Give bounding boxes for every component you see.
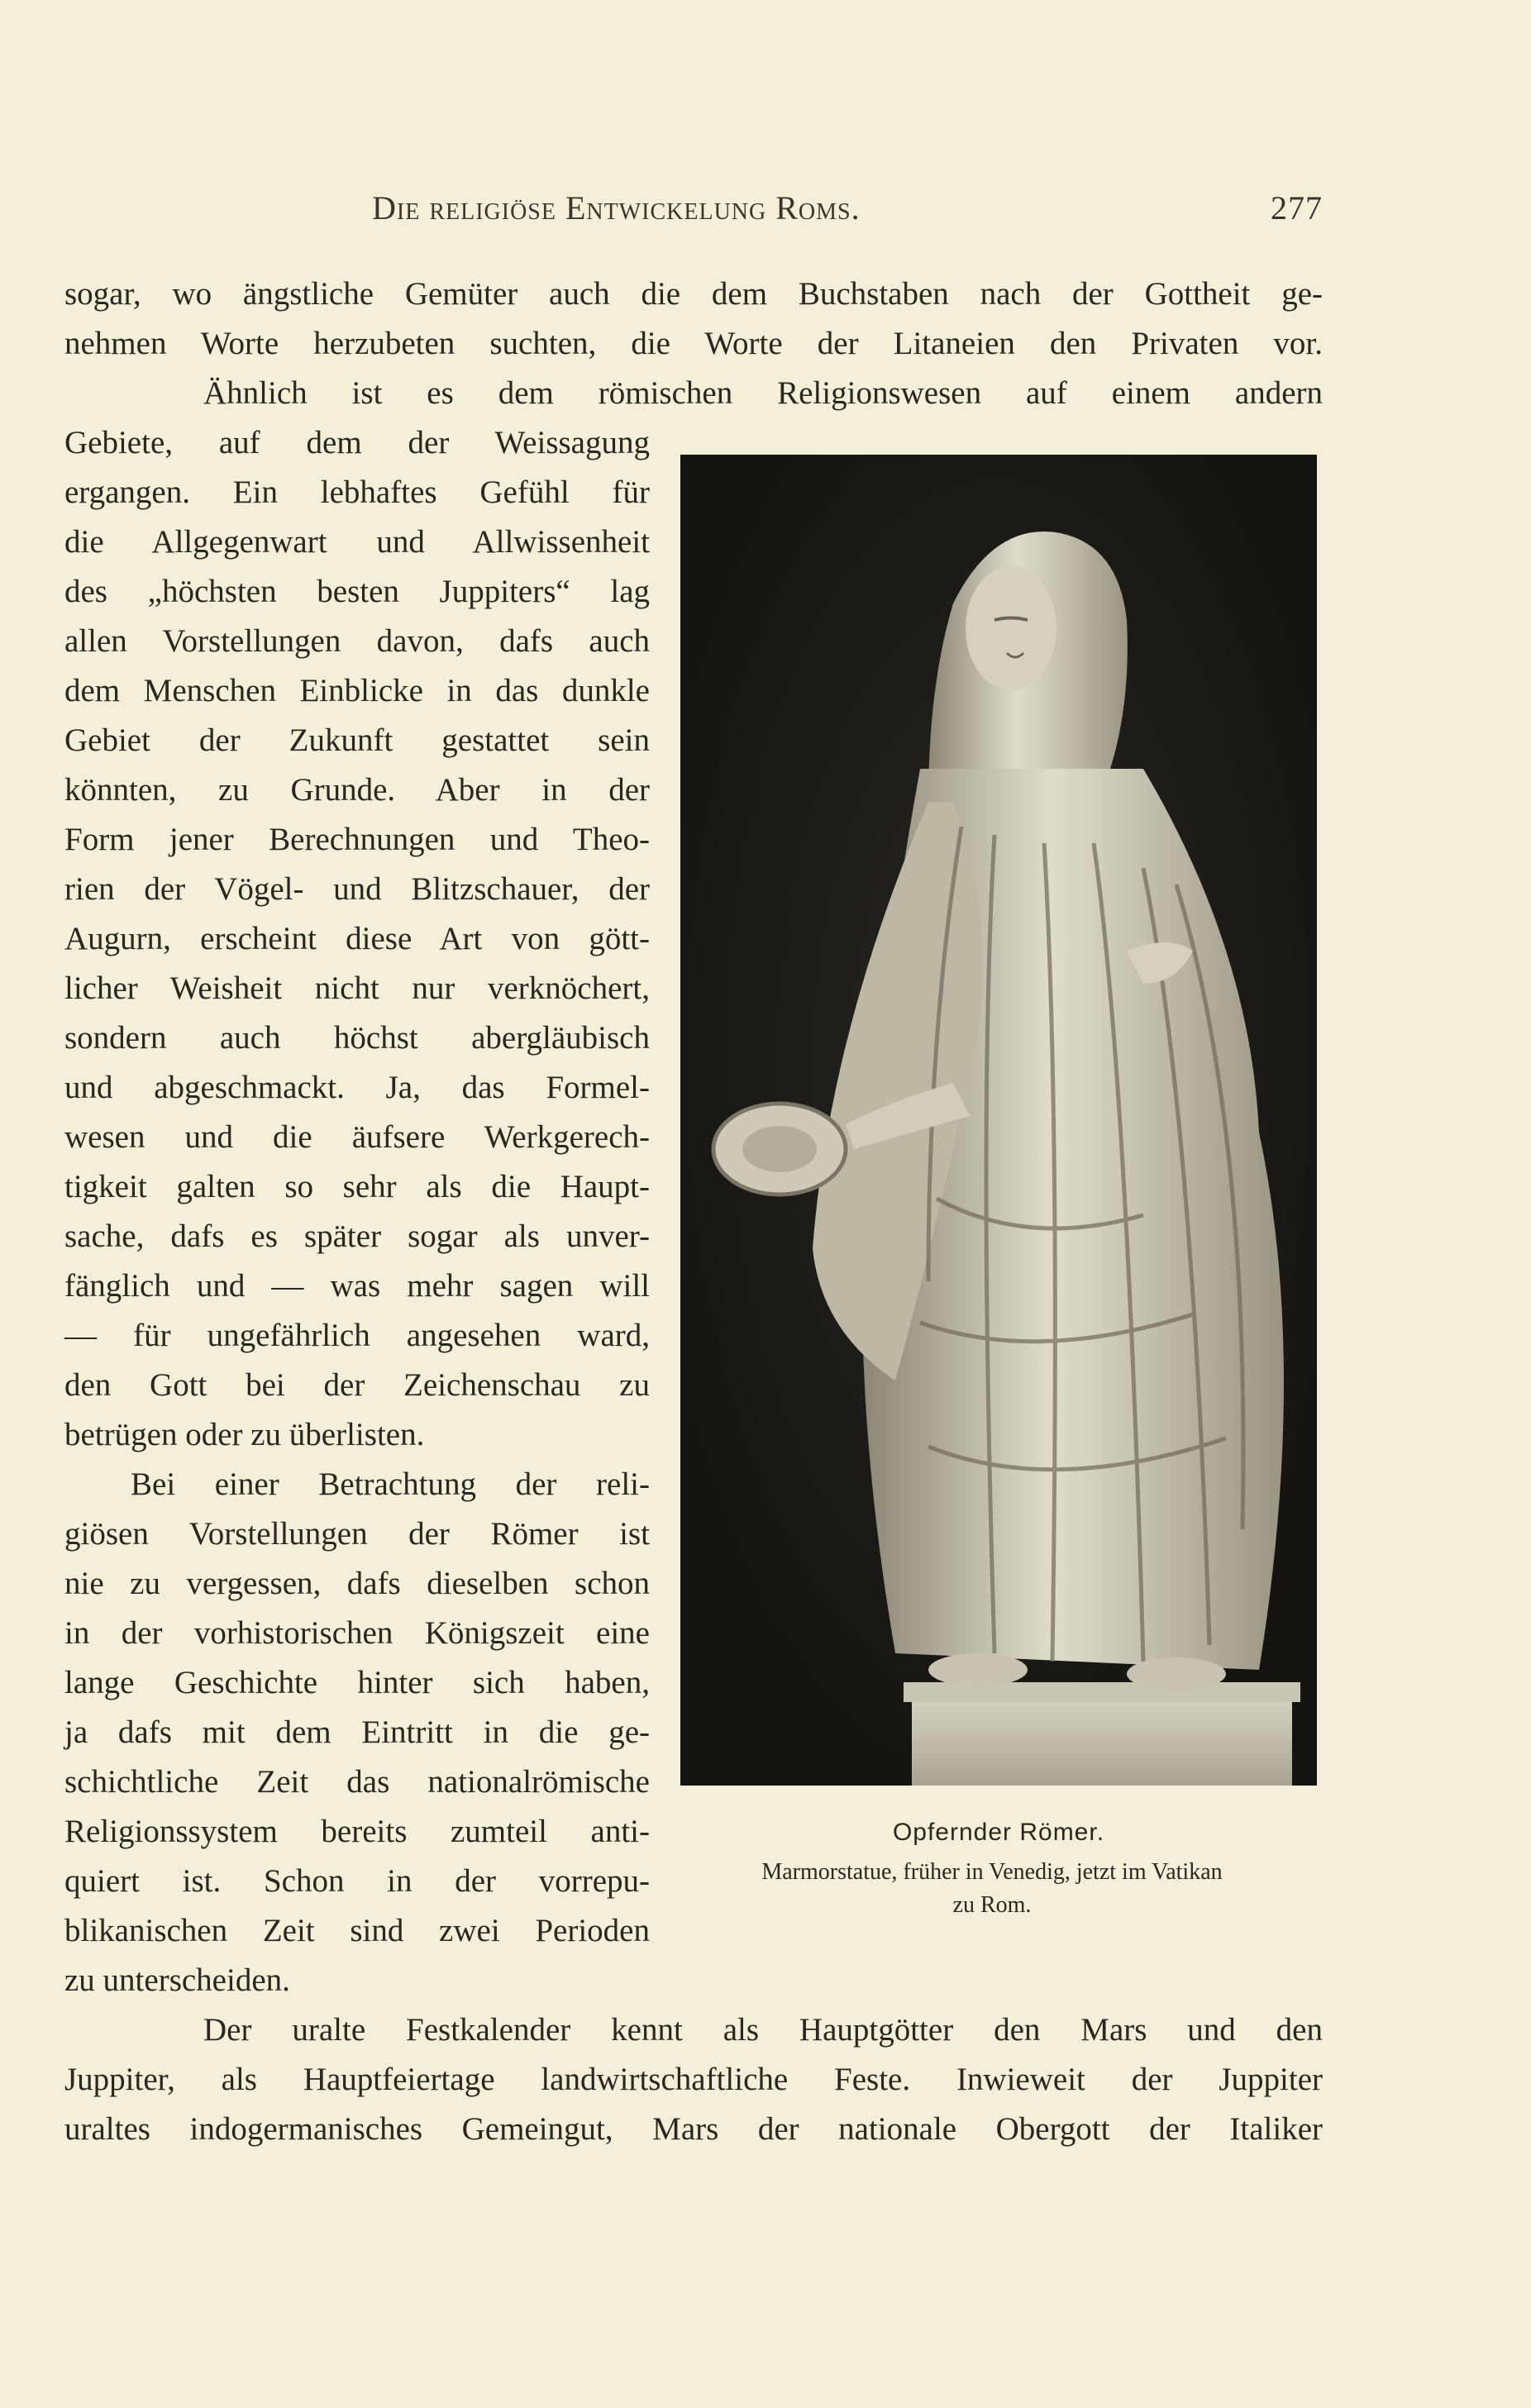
- text-line: dem Menschen Einblicke in das dunkle: [64, 673, 650, 708]
- figure-caption-line: Marmorstatue, früher in Venedig, jetzt im Vatikan: [761, 1859, 1223, 1885]
- text-line: Augurn, erscheint diese Art von gött-: [64, 921, 650, 956]
- figure-caption-title: Opfernder Römer.: [892, 1819, 1105, 1846]
- text-line: Religionssystem bereits zumteil anti-: [64, 1814, 650, 1849]
- text-line: schichtliche Zeit das nationalrömische: [64, 1764, 650, 1800]
- text-line: licher Weisheit nicht nur verknöchert,: [64, 970, 650, 1006]
- text-line: die Allgegenwart und Allwissenheit: [64, 524, 650, 560]
- text-line: Ähnlich ist es dem römischen Religionswesen auf einem andern: [203, 375, 1323, 411]
- text-line: ergangen. Ein lebhaftes Gefühl für: [64, 474, 650, 510]
- text-line: sondern auch höchst abergläubisch: [64, 1020, 650, 1056]
- text-line: nie zu vergessen, dafs dieselben schon: [64, 1566, 650, 1601]
- text-line: lange Geschichte hinter sich haben,: [64, 1665, 650, 1700]
- text-line: — für ungefährlich angesehen ward,: [64, 1318, 650, 1353]
- statue-photograph: [680, 455, 1317, 1786]
- text-line: des „höchsten besten Juppiters“ lag: [64, 574, 650, 609]
- text-line: tigkeit galten so sehr als die Haupt-: [64, 1169, 650, 1204]
- text-line: Form jener Berechnungen und Theo-: [64, 822, 650, 857]
- text-line: in der vorhistorischen Königszeit eine: [64, 1615, 650, 1651]
- text-line: zu unterscheiden.: [64, 1962, 290, 1998]
- text-line: nehmen Worte herzubeten suchten, die Worte der Litaneien den Privaten vor.: [64, 326, 1323, 361]
- text-line: sache, dafs es später sogar als unver-: [64, 1218, 650, 1254]
- running-title: Die religiöse Entwickelung Roms.: [372, 189, 861, 226]
- text-line: giösen Vorstellungen der Römer ist: [64, 1516, 650, 1552]
- text-line: ja dafs mit dem Eintritt in die ge-: [64, 1714, 650, 1750]
- text-line: rien der Vögel- und Blitzschauer, der: [64, 871, 650, 907]
- text-line: fänglich und — was mehr sagen will: [64, 1268, 650, 1304]
- text-line: und abgeschmackt. Ja, das Formel-: [64, 1070, 650, 1105]
- figure-caption-line: zu Rom.: [952, 1892, 1032, 1918]
- text-line: Gebiet der Zukunft gestattet sein: [64, 722, 650, 758]
- text-line: Der uralte Festkalender kennt als Hauptgötter den Mars und den: [203, 2012, 1323, 2048]
- text-line: betrügen oder zu überlisten.: [64, 1417, 425, 1452]
- text-line: uraltes indogermanisches Gemeingut, Mars der nationale Obergott der Italiker: [64, 2111, 1323, 2147]
- running-header: [372, 188, 1323, 238]
- text-line: Juppiter, als Hauptfeiertage landwirtschaftliche Feste. Inwieweit der Juppiter: [64, 2062, 1323, 2097]
- figure-caption: [653, 1856, 1331, 1922]
- statue-image: [680, 455, 1317, 1786]
- text-line: könnten, zu Grunde. Aber in der: [64, 772, 650, 808]
- text-line: den Gott bei der Zeichenschau zu: [64, 1367, 650, 1403]
- text-line: blikanischen Zeit sind zwei Perioden: [64, 1913, 650, 1948]
- text-line: wesen und die äufsere Werkgerech-: [64, 1119, 650, 1155]
- page-number: 277: [1271, 189, 1323, 226]
- text-line: quiert ist. Schon in der vorrepu-: [64, 1863, 650, 1899]
- text-line: allen Vorstellungen davon, dafs auch: [64, 623, 650, 659]
- text-line: Gebiete, auf dem der Weissagung: [64, 425, 650, 460]
- text-line: Bei einer Betrachtung der reli-: [131, 1466, 650, 1502]
- text-line: sogar, wo ängstliche Gemüter auch die dem Buchstaben nach der Gottheit ge-: [64, 276, 1323, 312]
